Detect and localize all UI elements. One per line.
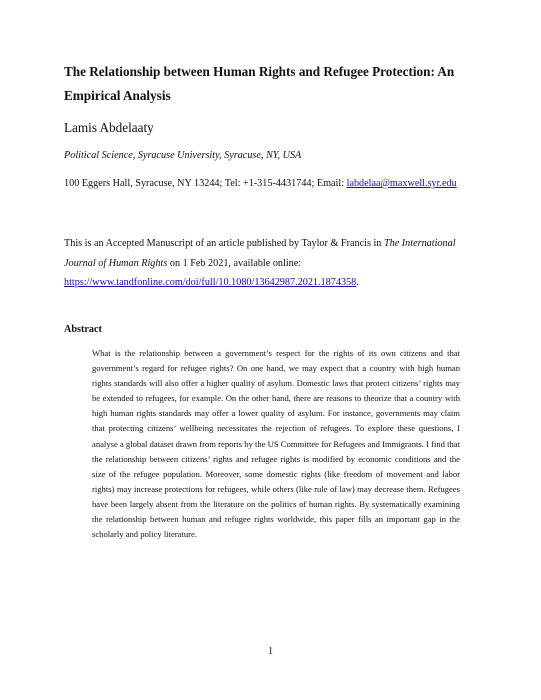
contact-line [64, 178, 457, 189]
manuscript-notice [64, 234, 484, 293]
paper-title: The Relationship between Human Rights and Refugee Protection: An Empirical Analysis [64, 64, 455, 103]
author-affiliation: Political Science, Syracuse University, Syracuse, NY, USA [64, 150, 302, 161]
manuscript-suffix: on 1 Feb 2021, available online: [167, 257, 302, 269]
contact-details: 100 Eggers Hall, Syracuse, NY 13244; Tel: +1-315-4431744; Email: [64, 178, 347, 189]
manuscript-prefix: This is an Accepted Manuscript of an article published by Taylor & Francis in [64, 238, 384, 249]
author-name: Lamis Abdelaaty [64, 120, 154, 135]
abstract-heading: Abstract [64, 324, 102, 335]
email-link[interactable]: labdelaa@maxwell.syr.edu [346, 178, 457, 189]
doi-trailing-period: . [356, 277, 359, 288]
page-number: 1 [267, 646, 274, 657]
doi-link[interactable]: https://www.tandfonline.com/doi/full/10.1080/13642987.2021.1874358 [64, 277, 357, 288]
abstract-text: What is the relationship between a government’s respect for the rights of its own citizens and that government’s regard for refugee rights? On one hand, we may expect that a country with high human rights standards will also offer a higher quality of asylum. Domestic laws that protect citizens’ rights may be extended to refugees, for example. On the other hand, there are reasons to theorize that a country with high human rights standards may offer a lower quality of asylum. For instance, governments may claim that protecting citizens’ wellbeing necessitates the rejection of refugees. To explore these questions, I analyse a global dataset drawn from reports by the US Committee for Refugees and Immigrants. I find that the relationship between citizens’ rights and refugee rights is modified by economic conditions and the size of the refugee population. Moreover, some domestic rights (like freedom of movement and labor rights) may increase protections for refugees, while others (like rule of law) may decrease them. Refugees have been largely absent from the literature on the politics of human rights. By systematically examining the relationship between human and refugee rights worldwide, this paper fills an important gap in the scholarly and policy literature. [92, 348, 460, 540]
journal-name: The International Journal of Human Rights [64, 238, 456, 269]
